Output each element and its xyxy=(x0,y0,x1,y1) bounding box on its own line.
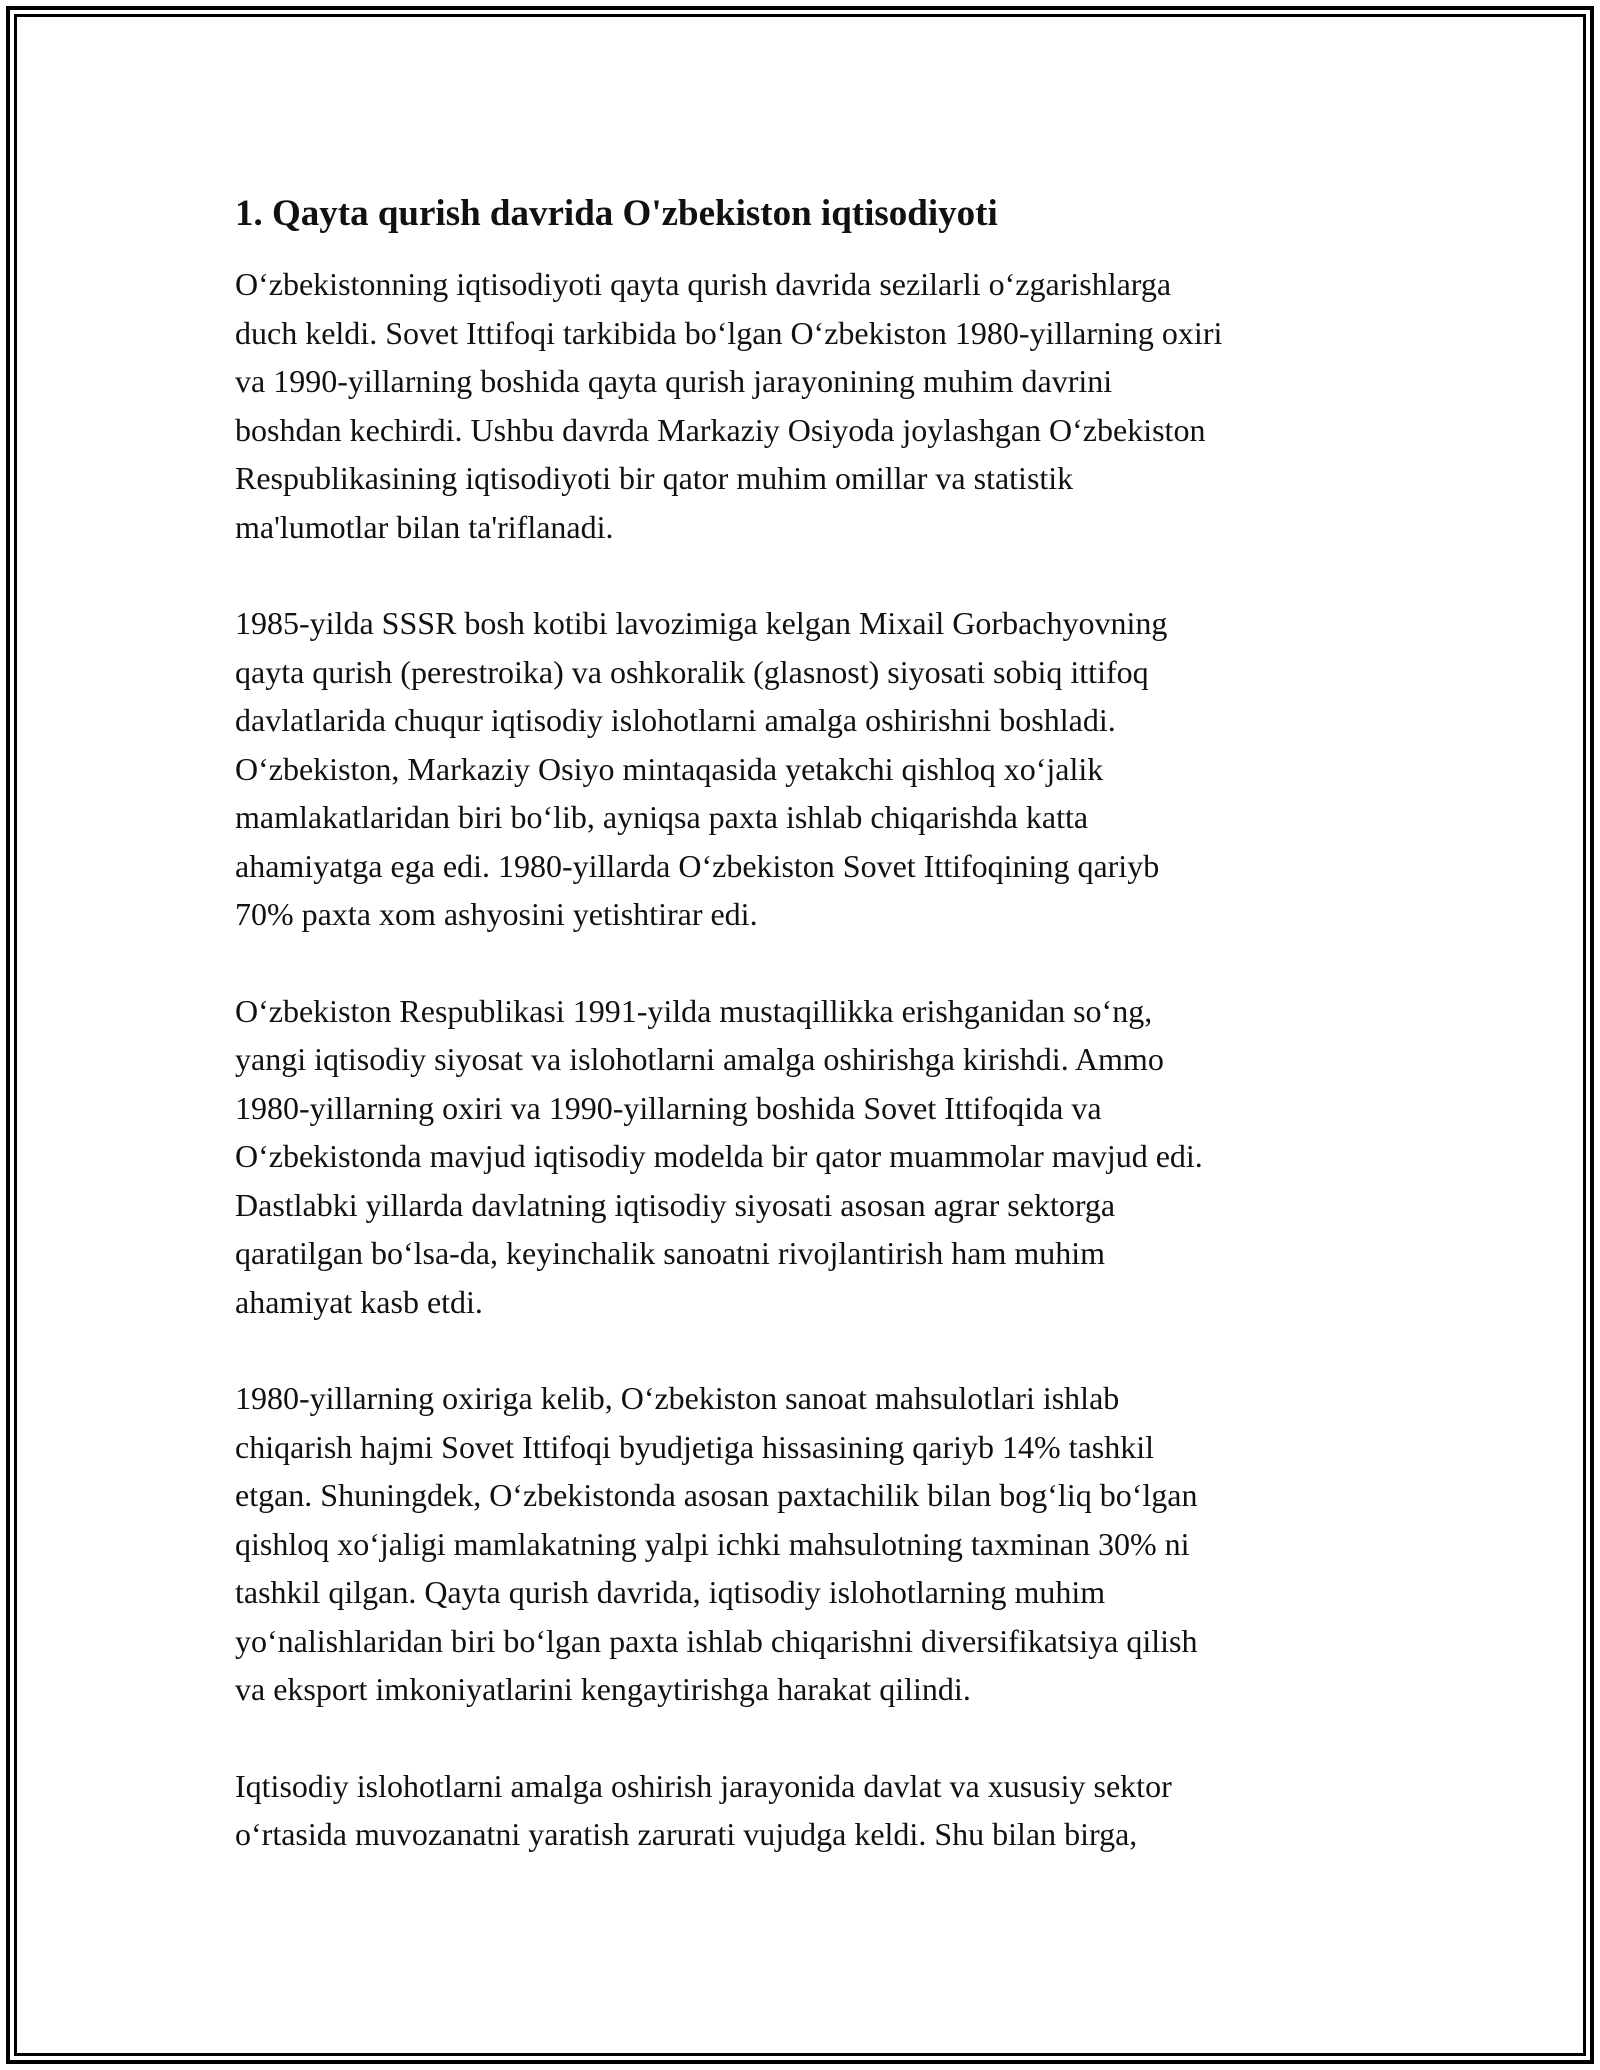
paragraph-3: O‘zbekiston Respublikasi 1991-yilda mustaqillikka erishganidan so‘ng, yangi iqtisodiy siyosat va islohotlarni amalga oshirishga kirishdi. Ammo 1980-yillarning oxiri va 1990-yillarning boshida Sovet Ittifoqida va O‘zbekistonda mavjud iqtisodiy modelda bir qator muammolar mavjud edi. Dastlabki yillarda davlatning iqtisodiy siyosati asosan agrar sektorga qaratilgan bo‘lsa-da, keyinchalik sanoatni rivojlantirish ham muhim ahamiyat kasb etdi. xyxy=(235,992,1203,1320)
paragraph-5: Iqtisodiy islohotlarni amalga oshirish jarayonida davlat va xususiy sektor o‘rtasida muvozanatni yaratish zarurati vujudga keldi. Shu bilan birga, xyxy=(235,1767,1172,1852)
paragraph-1: O‘zbekistonning iqtisodiyoti qayta qurish davrida sezilarli o‘zgarishlarga duch keldi. Sovet Ittifoqi tarkibida bo‘lgan O‘zbekiston 1980-yillarning oxiri va 1990-yillarning boshida qayta qurish jarayonining muhim davrini boshdan kechirdi. Ushbu davrda Markaziy Osiyoda joylashgan O‘zbekiston Respublikasining iqtisodiyoti bir qator muhim omillar va statistik ma'lumotlar bilan ta'riflanadi. xyxy=(235,266,1223,545)
section-heading: 1. Qayta qurish davrida O'zbekiston iqtisodiyoti xyxy=(235,193,998,234)
paragraph-2: 1985-yilda SSSR bosh kotibi lavozimiga kelgan Mixail Gorbachyovning qayta qurish (perestroika) va oshkoralik (glasnost) siyosati sobiq ittifoq davlatlarida chuqur iqtisodiy islohotlarni amalga oshirishni boshladi. O‘zbekiston, Markaziy Osiyo mintaqasida yetakchi qishloq xo‘jalik mamlakatlaridan biri bo‘lib, ayniqsa paxta ishlab chiqarishda katta ahamiyatga ega edi. 1980-yillarda O‘zbekiston Sovet Ittifoqining qariyb 70% paxta xom ashyosini yetishtirar edi. xyxy=(235,605,1168,932)
document-body xyxy=(235,188,1375,1907)
paragraph-4: 1980-yillarning oxiriga kelib, O‘zbekiston sanoat mahsulotlari ishlab chiqarish hajmi Sovet Ittifoqi byudjetiga hissasining qariyb 14% tashkil etgan. Shuningdek, O‘zbekistonda asosan paxtachilik bilan bog‘liq bo‘lgan qishloq xo‘jaligi mamlakatning yalpi ichki mahsulotning taxminan 30% ni tashkil qilgan. Qayta qurish davrida, iqtisodiy islohotlarning muhim yo‘nalishlaridan biri bo‘lgan paxta ishlab chiqarishni diversifikatsiya qilish va eksport imkoniyatlarini kengaytirishga harakat qilindi. xyxy=(235,1380,1198,1707)
